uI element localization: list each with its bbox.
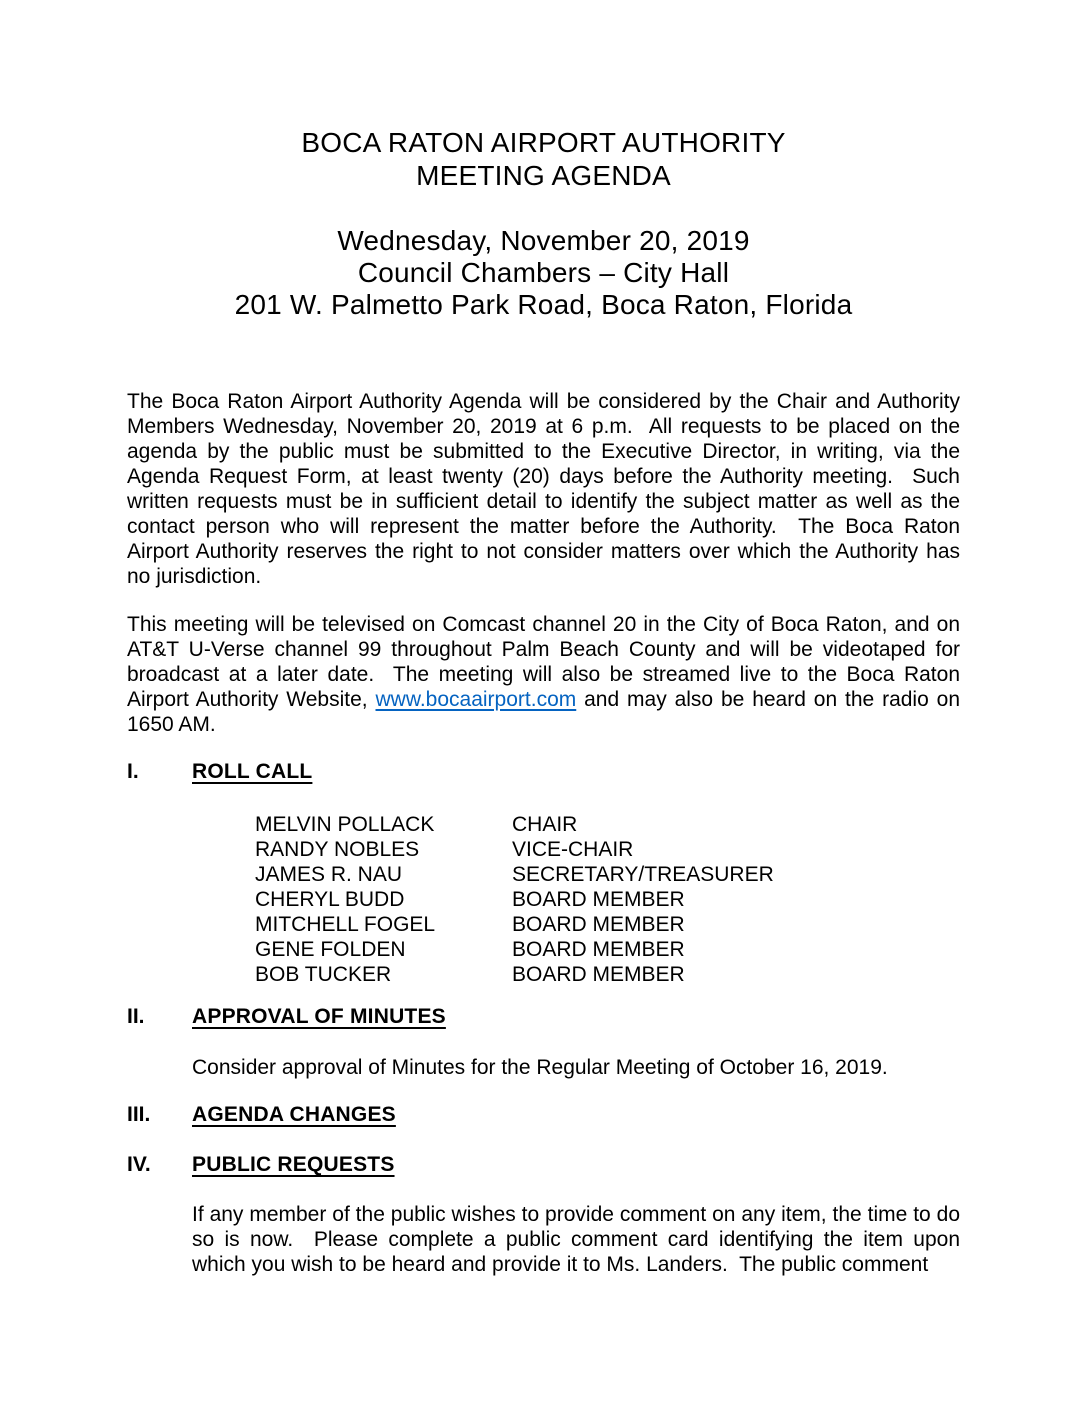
approval-body-text: Consider approval of Minutes for the Regular Meeting of October 16, 2019. <box>192 1056 888 1079</box>
member-name: CHERYL BUDD <box>255 888 405 911</box>
meeting-date: Wednesday, November 20, 2019 <box>337 225 750 256</box>
document-subtitle: MEETING AGENDA <box>416 160 671 191</box>
roll-call-row <box>255 937 960 962</box>
roll-call-row <box>255 837 960 862</box>
section-numeral-roll-call: I. <box>127 760 139 783</box>
section-numeral-approval: II. <box>127 1005 145 1028</box>
member-title: SECRETARY/TREASURER <box>512 863 774 886</box>
member-name: JAMES R. NAU <box>255 863 403 886</box>
roll-call-row <box>255 962 960 987</box>
broadcast-paragraph <box>127 612 960 737</box>
section-numeral-public-requests: IV. <box>127 1153 151 1176</box>
section-roll-call <box>127 759 960 784</box>
section-agenda-changes <box>127 1102 960 1127</box>
member-title: BOARD MEMBER <box>512 938 685 961</box>
member-title: BOARD MEMBER <box>512 913 685 936</box>
section-heading-agenda-changes: AGENDA CHANGES <box>192 1103 396 1126</box>
section-heading-approval: APPROVAL OF MINUTES <box>192 1005 446 1028</box>
roll-call-row <box>255 887 960 912</box>
section-numeral-agenda-changes: III. <box>127 1103 151 1126</box>
member-name: GENE FOLDEN <box>255 938 406 961</box>
section-heading-roll-call: ROLL CALL <box>192 760 313 783</box>
member-title: BOARD MEMBER <box>512 963 685 986</box>
member-name: MELVIN POLLACK <box>255 813 435 836</box>
intro-paragraph: The Boca Raton Airport Authority Agenda will be considered by the Chair and Authority Members Wednesday, November 20, 2019 at 6 p.m. All requests to be placed on the agenda by the public must be submitted to the Executive Director, in writing, via the Agenda Request Form, at least twenty (20) days before the Authority meeting. Such written requests must be in sufficient detail to identify the subject matter as well as the contact person who will represent the matter before the Authority. The Boca Raton Airport Authority reserves the right to not consider matters over which the Authority has no jurisdiction. <box>127 390 960 588</box>
document-header <box>127 126 960 192</box>
public-requests-body-text: If any member of the public wishes to provide comment on any item, the time to do so is now. Please complete a public comment card identifying the item upon which you wish to be heard and provide it to Ms. Landers. The public comment <box>192 1203 960 1276</box>
document-title: BOCA RATON AIRPORT AUTHORITY <box>301 127 786 158</box>
roll-call-row <box>255 912 960 937</box>
roll-call-list <box>255 812 960 987</box>
section-approval-of-minutes <box>127 1004 960 1029</box>
member-title: VICE-CHAIR <box>512 838 634 861</box>
section-public-requests <box>127 1152 960 1177</box>
member-name: MITCHELL FOGEL <box>255 913 436 936</box>
meeting-info-block <box>127 225 960 321</box>
roll-call-row <box>255 862 960 887</box>
website-link[interactable]: www.bocaairport.com <box>375 688 577 711</box>
broadcast-text-after-link: and may also be heard on the radio on 1650 AM. <box>127 688 960 736</box>
member-title: CHAIR <box>512 813 578 836</box>
member-name: RANDY NOBLES <box>255 838 420 861</box>
section-heading-public-requests: PUBLIC REQUESTS <box>192 1153 395 1176</box>
broadcast-text-before-link: This meeting will be televised on Comcast channel 20 in the City of Boca Raton, and on AT&T U-Verse channel 99 throughout Palm Beach County and will be videotaped for broadcast at a later date. The meeting will also be streamed live to the Boca Raton Airport Authority Website, <box>127 613 960 711</box>
meeting-venue: Council Chambers – City Hall <box>357 257 730 288</box>
member-title: BOARD MEMBER <box>512 888 685 911</box>
roll-call-row <box>255 812 960 837</box>
member-name: BOB TUCKER <box>255 963 392 986</box>
meeting-address: 201 W. Palmetto Park Road, Boca Raton, Florida <box>234 289 853 320</box>
